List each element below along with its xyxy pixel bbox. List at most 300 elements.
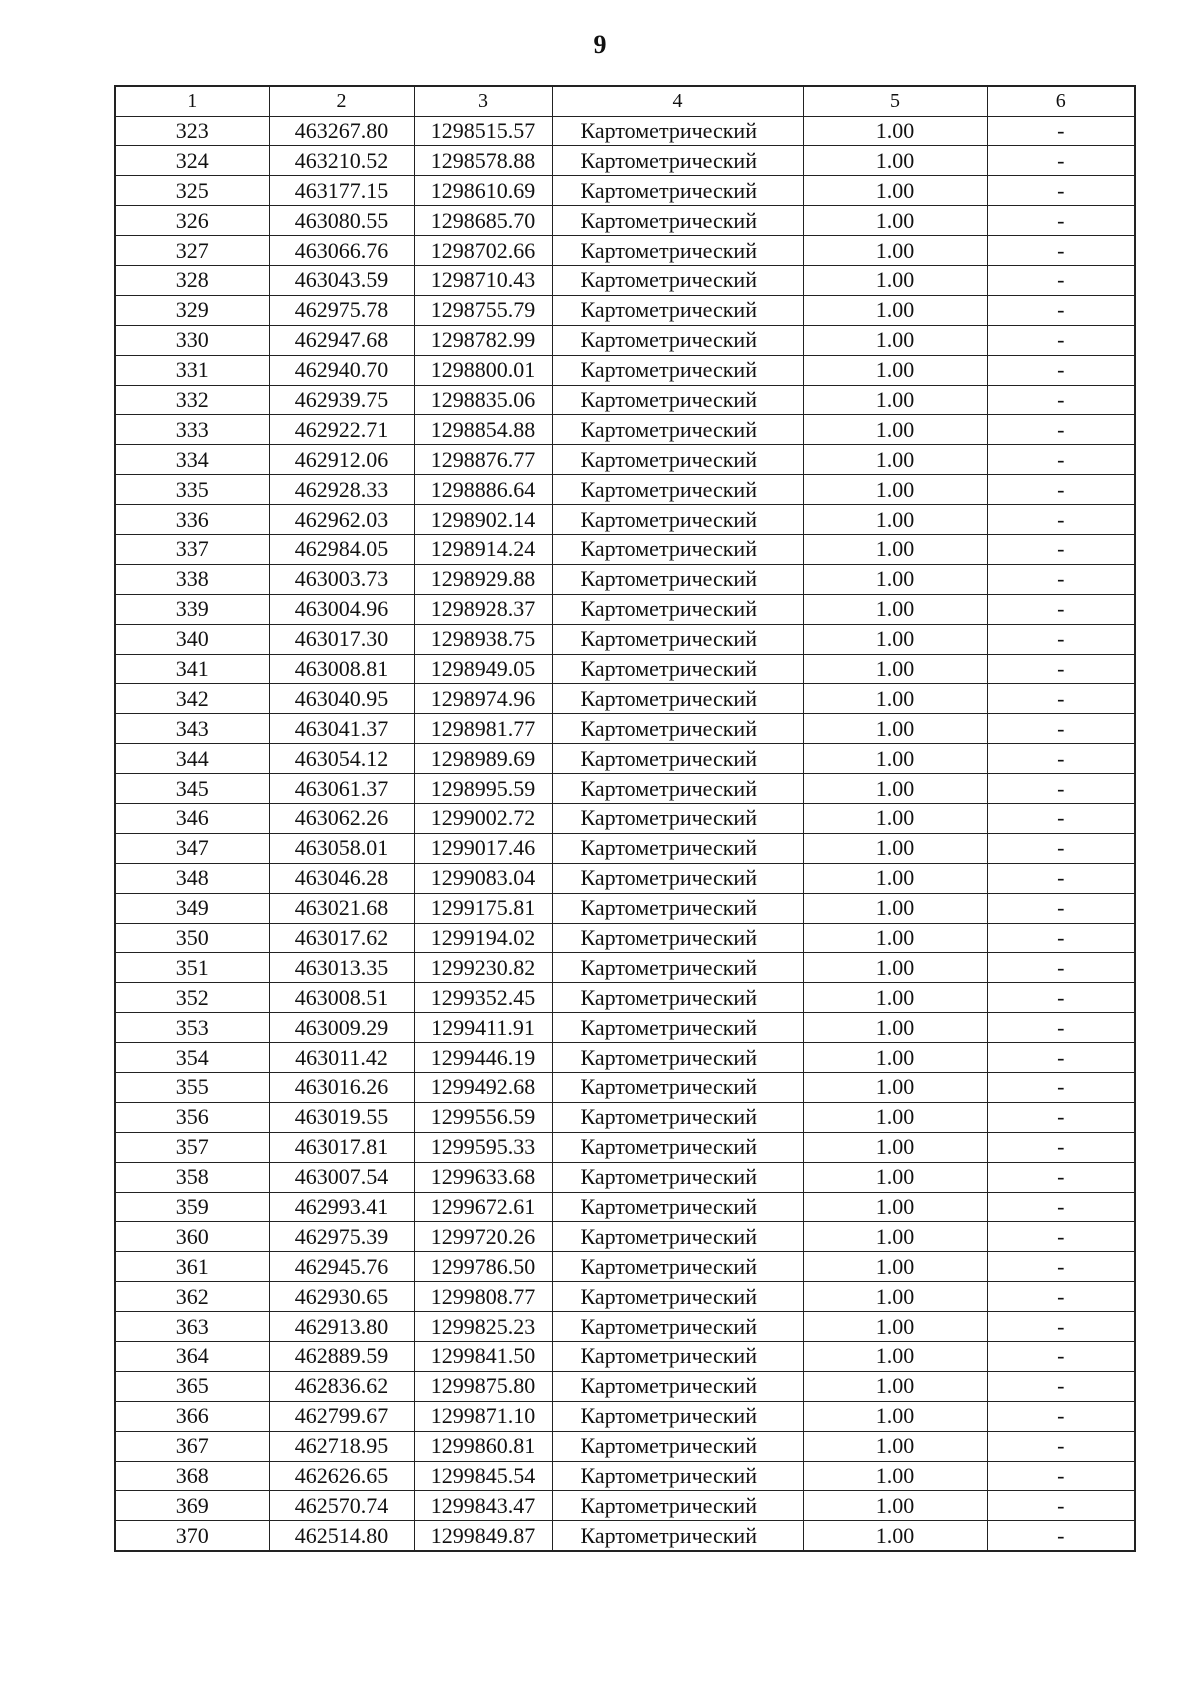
table-row	[115, 445, 1135, 475]
point-number-cell: 369	[115, 1491, 269, 1521]
y-coordinate-cell: 1298800.01	[414, 355, 552, 385]
table-row	[115, 1491, 1135, 1521]
x-coordinate-cell: 462947.68	[269, 325, 414, 355]
accuracy-cell: 1.00	[803, 325, 987, 355]
method-cell: Картометрический	[552, 1342, 803, 1372]
table-row	[115, 953, 1135, 983]
note-cell: -	[987, 415, 1135, 445]
y-coordinate-cell: 1298685.70	[414, 206, 552, 236]
point-number-cell: 363	[115, 1312, 269, 1342]
accuracy-cell: 1.00	[803, 863, 987, 893]
accuracy-cell: 1.00	[803, 744, 987, 774]
point-number-cell: 354	[115, 1043, 269, 1073]
note-cell: -	[987, 1491, 1135, 1521]
y-coordinate-cell: 1298974.96	[414, 684, 552, 714]
note-cell: -	[987, 385, 1135, 415]
table-row	[115, 265, 1135, 295]
table-row	[115, 833, 1135, 863]
table-row	[115, 893, 1135, 923]
method-cell: Картометрический	[552, 265, 803, 295]
x-coordinate-cell: 463062.26	[269, 803, 414, 833]
method-cell: Картометрический	[552, 684, 803, 714]
x-coordinate-cell: 463080.55	[269, 206, 414, 236]
y-coordinate-cell: 1299825.23	[414, 1312, 552, 1342]
note-cell: -	[987, 953, 1135, 983]
x-coordinate-cell: 463017.30	[269, 624, 414, 654]
method-cell: Картометрический	[552, 1222, 803, 1252]
point-number-cell: 345	[115, 774, 269, 804]
table-row	[115, 684, 1135, 714]
note-cell: -	[987, 863, 1135, 893]
note-cell: -	[987, 1312, 1135, 1342]
note-cell: -	[987, 983, 1135, 1013]
accuracy-cell: 1.00	[803, 654, 987, 684]
method-cell: Картометрический	[552, 953, 803, 983]
y-coordinate-cell: 1299672.61	[414, 1192, 552, 1222]
table-row	[115, 1043, 1135, 1073]
y-coordinate-cell: 1299352.45	[414, 983, 552, 1013]
accuracy-cell: 1.00	[803, 624, 987, 654]
method-cell: Картометрический	[552, 146, 803, 176]
accuracy-cell: 1.00	[803, 1132, 987, 1162]
method-cell: Картометрический	[552, 505, 803, 535]
y-coordinate-cell: 1299720.26	[414, 1222, 552, 1252]
table-row	[115, 1312, 1135, 1342]
method-cell: Картометрический	[552, 714, 803, 744]
point-number-cell: 346	[115, 803, 269, 833]
accuracy-cell: 1.00	[803, 176, 987, 206]
y-coordinate-cell: 1299843.47	[414, 1491, 552, 1521]
accuracy-cell: 1.00	[803, 1491, 987, 1521]
y-coordinate-cell: 1298854.88	[414, 415, 552, 445]
method-cell: Картометрический	[552, 594, 803, 624]
method-cell: Картометрический	[552, 355, 803, 385]
y-coordinate-cell: 1298995.59	[414, 774, 552, 804]
point-number-cell: 359	[115, 1192, 269, 1222]
x-coordinate-cell: 462945.76	[269, 1252, 414, 1282]
method-cell: Картометрический	[552, 236, 803, 266]
point-number-cell: 370	[115, 1521, 269, 1551]
accuracy-cell: 1.00	[803, 893, 987, 923]
point-number-cell: 367	[115, 1431, 269, 1461]
table-body	[115, 116, 1135, 1551]
method-cell: Картометрический	[552, 445, 803, 475]
accuracy-cell: 1.00	[803, 475, 987, 505]
table-row	[115, 1222, 1135, 1252]
method-cell: Картометрический	[552, 176, 803, 206]
x-coordinate-cell: 463061.37	[269, 774, 414, 804]
x-coordinate-cell: 462975.39	[269, 1222, 414, 1252]
point-number-cell: 340	[115, 624, 269, 654]
accuracy-cell: 1.00	[803, 1162, 987, 1192]
accuracy-cell: 1.00	[803, 1252, 987, 1282]
note-cell: -	[987, 265, 1135, 295]
note-cell: -	[987, 774, 1135, 804]
table-row	[115, 1192, 1135, 1222]
note-cell: -	[987, 116, 1135, 146]
method-cell: Картометрический	[552, 893, 803, 923]
method-cell: Картометрический	[552, 325, 803, 355]
accuracy-cell: 1.00	[803, 803, 987, 833]
accuracy-cell: 1.00	[803, 1521, 987, 1551]
y-coordinate-cell: 1298578.88	[414, 146, 552, 176]
method-cell: Картометрический	[552, 803, 803, 833]
x-coordinate-cell: 462913.80	[269, 1312, 414, 1342]
table-row	[115, 1013, 1135, 1043]
accuracy-cell: 1.00	[803, 1102, 987, 1132]
y-coordinate-cell: 1298876.77	[414, 445, 552, 475]
method-cell: Картометрический	[552, 534, 803, 564]
column-header: 1	[115, 86, 269, 116]
point-number-cell: 338	[115, 564, 269, 594]
point-number-cell: 333	[115, 415, 269, 445]
accuracy-cell: 1.00	[803, 116, 987, 146]
point-number-cell: 353	[115, 1013, 269, 1043]
point-number-cell: 347	[115, 833, 269, 863]
point-number-cell: 365	[115, 1371, 269, 1401]
method-cell: Картометрический	[552, 1461, 803, 1491]
method-cell: Картометрический	[552, 1073, 803, 1103]
y-coordinate-cell: 1298989.69	[414, 744, 552, 774]
x-coordinate-cell: 462570.74	[269, 1491, 414, 1521]
point-number-cell: 349	[115, 893, 269, 923]
table-row	[115, 594, 1135, 624]
table-row	[115, 206, 1135, 236]
method-cell: Картометрический	[552, 295, 803, 325]
x-coordinate-cell: 463004.96	[269, 594, 414, 624]
method-cell: Картометрический	[552, 1013, 803, 1043]
y-coordinate-cell: 1299492.68	[414, 1073, 552, 1103]
y-coordinate-cell: 1298835.06	[414, 385, 552, 415]
x-coordinate-cell: 463017.62	[269, 923, 414, 953]
table-row	[115, 415, 1135, 445]
accuracy-cell: 1.00	[803, 1282, 987, 1312]
accuracy-cell: 1.00	[803, 265, 987, 295]
x-coordinate-cell: 463041.37	[269, 714, 414, 744]
note-cell: -	[987, 534, 1135, 564]
table-row	[115, 116, 1135, 146]
y-coordinate-cell: 1299595.33	[414, 1132, 552, 1162]
note-cell: -	[987, 624, 1135, 654]
method-cell: Картометрический	[552, 1043, 803, 1073]
point-number-cell: 335	[115, 475, 269, 505]
table-row	[115, 1342, 1135, 1372]
point-number-cell: 352	[115, 983, 269, 1013]
note-cell: -	[987, 206, 1135, 236]
accuracy-cell: 1.00	[803, 236, 987, 266]
point-number-cell: 324	[115, 146, 269, 176]
note-cell: -	[987, 1461, 1135, 1491]
x-coordinate-cell: 463054.12	[269, 744, 414, 774]
y-coordinate-cell: 1299017.46	[414, 833, 552, 863]
x-coordinate-cell: 462984.05	[269, 534, 414, 564]
note-cell: -	[987, 684, 1135, 714]
table-row	[115, 863, 1135, 893]
x-coordinate-cell: 463013.35	[269, 953, 414, 983]
x-coordinate-cell: 462962.03	[269, 505, 414, 535]
point-number-cell: 348	[115, 863, 269, 893]
x-coordinate-cell: 462930.65	[269, 1282, 414, 1312]
y-coordinate-cell: 1298928.37	[414, 594, 552, 624]
method-cell: Картометрический	[552, 1162, 803, 1192]
table-row	[115, 1431, 1135, 1461]
accuracy-cell: 1.00	[803, 206, 987, 236]
table-row	[115, 1282, 1135, 1312]
y-coordinate-cell: 1299786.50	[414, 1252, 552, 1282]
point-number-cell: 358	[115, 1162, 269, 1192]
note-cell: -	[987, 1102, 1135, 1132]
point-number-cell: 343	[115, 714, 269, 744]
table-row	[115, 923, 1135, 953]
y-coordinate-cell: 1299002.72	[414, 803, 552, 833]
note-cell: -	[987, 923, 1135, 953]
y-coordinate-cell: 1298755.79	[414, 295, 552, 325]
table-row	[115, 505, 1135, 535]
note-cell: -	[987, 1073, 1135, 1103]
y-coordinate-cell: 1299871.10	[414, 1401, 552, 1431]
x-coordinate-cell: 462514.80	[269, 1521, 414, 1551]
table-row	[115, 534, 1135, 564]
y-coordinate-cell: 1299875.80	[414, 1371, 552, 1401]
column-header: 5	[803, 86, 987, 116]
note-cell: -	[987, 1043, 1135, 1073]
x-coordinate-cell: 463043.59	[269, 265, 414, 295]
table-row	[115, 983, 1135, 1013]
y-coordinate-cell: 1298949.05	[414, 654, 552, 684]
note-cell: -	[987, 295, 1135, 325]
table-row	[115, 803, 1135, 833]
table-row	[115, 1401, 1135, 1431]
method-cell: Картометрический	[552, 923, 803, 953]
note-cell: -	[987, 803, 1135, 833]
table-row	[115, 176, 1135, 206]
accuracy-cell: 1.00	[803, 1371, 987, 1401]
point-number-cell: 364	[115, 1342, 269, 1372]
method-cell: Картометрический	[552, 1312, 803, 1342]
note-cell: -	[987, 1222, 1135, 1252]
method-cell: Картометрический	[552, 385, 803, 415]
accuracy-cell: 1.00	[803, 564, 987, 594]
note-cell: -	[987, 1282, 1135, 1312]
x-coordinate-cell: 462922.71	[269, 415, 414, 445]
point-number-cell: 334	[115, 445, 269, 475]
note-cell: -	[987, 445, 1135, 475]
table-row	[115, 1252, 1135, 1282]
note-cell: -	[987, 505, 1135, 535]
point-number-cell: 350	[115, 923, 269, 953]
accuracy-cell: 1.00	[803, 1073, 987, 1103]
y-coordinate-cell: 1299845.54	[414, 1461, 552, 1491]
y-coordinate-cell: 1299808.77	[414, 1282, 552, 1312]
note-cell: -	[987, 1371, 1135, 1401]
x-coordinate-cell: 463066.76	[269, 236, 414, 266]
note-cell: -	[987, 744, 1135, 774]
method-cell: Картометрический	[552, 774, 803, 804]
table-row	[115, 744, 1135, 774]
table-row	[115, 146, 1135, 176]
y-coordinate-cell: 1298782.99	[414, 325, 552, 355]
y-coordinate-cell: 1299175.81	[414, 893, 552, 923]
accuracy-cell: 1.00	[803, 1312, 987, 1342]
accuracy-cell: 1.00	[803, 1013, 987, 1043]
y-coordinate-cell: 1298938.75	[414, 624, 552, 654]
table-row	[115, 236, 1135, 266]
table-row	[115, 325, 1135, 355]
point-number-cell: 325	[115, 176, 269, 206]
method-cell: Картометрический	[552, 744, 803, 774]
table-row	[115, 1102, 1135, 1132]
accuracy-cell: 1.00	[803, 1342, 987, 1372]
accuracy-cell: 1.00	[803, 1431, 987, 1461]
accuracy-cell: 1.00	[803, 833, 987, 863]
note-cell: -	[987, 236, 1135, 266]
y-coordinate-cell: 1299633.68	[414, 1162, 552, 1192]
table-row	[115, 1461, 1135, 1491]
point-number-cell: 332	[115, 385, 269, 415]
y-coordinate-cell: 1298610.69	[414, 176, 552, 206]
table-row	[115, 624, 1135, 654]
y-coordinate-cell: 1299230.82	[414, 953, 552, 983]
table-row	[115, 1132, 1135, 1162]
y-coordinate-cell: 1299849.87	[414, 1521, 552, 1551]
method-cell: Картометрический	[552, 1371, 803, 1401]
coordinates-table	[114, 85, 1136, 1552]
column-header: 2	[269, 86, 414, 116]
accuracy-cell: 1.00	[803, 146, 987, 176]
x-coordinate-cell: 462939.75	[269, 385, 414, 415]
method-cell: Картометрический	[552, 1491, 803, 1521]
accuracy-cell: 1.00	[803, 445, 987, 475]
note-cell: -	[987, 1192, 1135, 1222]
accuracy-cell: 1.00	[803, 594, 987, 624]
accuracy-cell: 1.00	[803, 505, 987, 535]
point-number-cell: 356	[115, 1102, 269, 1132]
accuracy-cell: 1.00	[803, 714, 987, 744]
method-cell: Картометрический	[552, 1192, 803, 1222]
column-header: 4	[552, 86, 803, 116]
table-row	[115, 355, 1135, 385]
table-row	[115, 714, 1135, 744]
method-cell: Картометрический	[552, 475, 803, 505]
x-coordinate-cell: 463210.52	[269, 146, 414, 176]
x-coordinate-cell: 463011.42	[269, 1043, 414, 1073]
point-number-cell: 339	[115, 594, 269, 624]
table-row	[115, 1162, 1135, 1192]
accuracy-cell: 1.00	[803, 1401, 987, 1431]
y-coordinate-cell: 1298515.57	[414, 116, 552, 146]
point-number-cell: 329	[115, 295, 269, 325]
x-coordinate-cell: 463019.55	[269, 1102, 414, 1132]
point-number-cell: 327	[115, 236, 269, 266]
method-cell: Картометрический	[552, 415, 803, 445]
accuracy-cell: 1.00	[803, 1192, 987, 1222]
point-number-cell: 328	[115, 265, 269, 295]
point-number-cell: 344	[115, 744, 269, 774]
note-cell: -	[987, 654, 1135, 684]
y-coordinate-cell: 1298886.64	[414, 475, 552, 505]
table-row	[115, 295, 1135, 325]
point-number-cell: 366	[115, 1401, 269, 1431]
method-cell: Картометрический	[552, 1252, 803, 1282]
note-cell: -	[987, 1401, 1135, 1431]
table-header-row	[115, 86, 1135, 116]
accuracy-cell: 1.00	[803, 983, 987, 1013]
x-coordinate-cell: 463058.01	[269, 833, 414, 863]
note-cell: -	[987, 833, 1135, 863]
y-coordinate-cell: 1299860.81	[414, 1431, 552, 1461]
note-cell: -	[987, 355, 1135, 385]
accuracy-cell: 1.00	[803, 385, 987, 415]
note-cell: -	[987, 564, 1135, 594]
y-coordinate-cell: 1298902.14	[414, 505, 552, 535]
x-coordinate-cell: 463008.51	[269, 983, 414, 1013]
y-coordinate-cell: 1299556.59	[414, 1102, 552, 1132]
y-coordinate-cell: 1299841.50	[414, 1342, 552, 1372]
table-row	[115, 385, 1135, 415]
method-cell: Картометрический	[552, 1401, 803, 1431]
y-coordinate-cell: 1298702.66	[414, 236, 552, 266]
x-coordinate-cell: 463021.68	[269, 893, 414, 923]
method-cell: Картометрический	[552, 1282, 803, 1312]
point-number-cell: 360	[115, 1222, 269, 1252]
x-coordinate-cell: 462626.65	[269, 1461, 414, 1491]
accuracy-cell: 1.00	[803, 1222, 987, 1252]
note-cell: -	[987, 146, 1135, 176]
x-coordinate-cell: 462912.06	[269, 445, 414, 475]
note-cell: -	[987, 325, 1135, 355]
note-cell: -	[987, 1521, 1135, 1551]
y-coordinate-cell: 1299446.19	[414, 1043, 552, 1073]
method-cell: Картометрический	[552, 1132, 803, 1162]
x-coordinate-cell: 463016.26	[269, 1073, 414, 1103]
x-coordinate-cell: 463003.73	[269, 564, 414, 594]
note-cell: -	[987, 475, 1135, 505]
table-row	[115, 1521, 1135, 1551]
x-coordinate-cell: 462718.95	[269, 1431, 414, 1461]
x-coordinate-cell: 463009.29	[269, 1013, 414, 1043]
x-coordinate-cell: 463007.54	[269, 1162, 414, 1192]
point-number-cell: 323	[115, 116, 269, 146]
note-cell: -	[987, 1342, 1135, 1372]
accuracy-cell: 1.00	[803, 534, 987, 564]
table-row	[115, 1371, 1135, 1401]
column-header: 3	[414, 86, 552, 116]
note-cell: -	[987, 1013, 1135, 1043]
method-cell: Картометрический	[552, 564, 803, 594]
note-cell: -	[987, 893, 1135, 923]
method-cell: Картометрический	[552, 654, 803, 684]
x-coordinate-cell: 463177.15	[269, 176, 414, 206]
y-coordinate-cell: 1299411.91	[414, 1013, 552, 1043]
point-number-cell: 357	[115, 1132, 269, 1162]
method-cell: Картометрический	[552, 1102, 803, 1132]
x-coordinate-cell: 462799.67	[269, 1401, 414, 1431]
page-number: 9	[593, 30, 607, 59]
y-coordinate-cell: 1298981.77	[414, 714, 552, 744]
method-cell: Картометрический	[552, 833, 803, 863]
accuracy-cell: 1.00	[803, 774, 987, 804]
x-coordinate-cell: 463046.28	[269, 863, 414, 893]
note-cell: -	[987, 594, 1135, 624]
accuracy-cell: 1.00	[803, 923, 987, 953]
point-number-cell: 326	[115, 206, 269, 236]
point-number-cell: 342	[115, 684, 269, 714]
method-cell: Картометрический	[552, 1521, 803, 1551]
column-header: 6	[987, 86, 1135, 116]
accuracy-cell: 1.00	[803, 1461, 987, 1491]
method-cell: Картометрический	[552, 863, 803, 893]
note-cell: -	[987, 1431, 1135, 1461]
